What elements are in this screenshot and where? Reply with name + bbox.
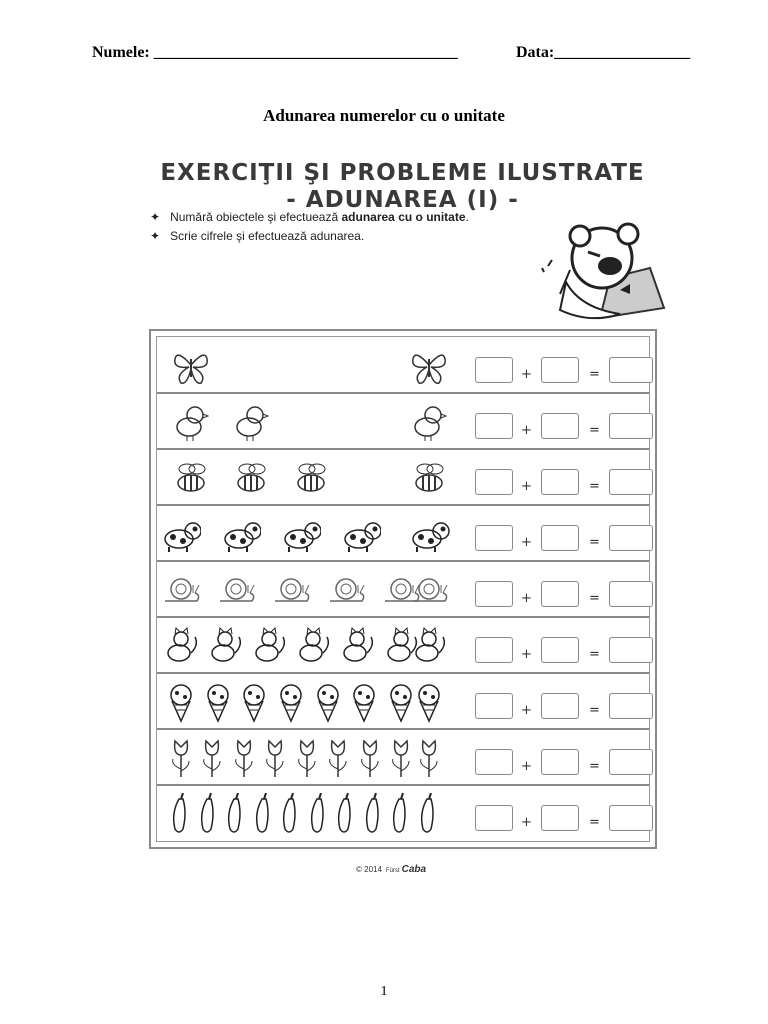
first-addend-box[interactable]	[475, 525, 513, 551]
exercise-row	[157, 339, 649, 394]
result-box[interactable]	[609, 637, 653, 663]
second-addend-box[interactable]	[541, 581, 579, 607]
equals-sign: =	[589, 703, 600, 718]
equals-sign: =	[589, 759, 600, 774]
exercise-row	[157, 731, 649, 786]
second-addend-box[interactable]	[541, 357, 579, 383]
second-addend-box[interactable]	[541, 805, 579, 831]
second-addend-box[interactable]	[541, 637, 579, 663]
cat-icon	[293, 625, 333, 667]
ice-cream-icon	[234, 681, 274, 723]
first-addend-box[interactable]	[475, 637, 513, 663]
equals-sign: =	[589, 367, 600, 382]
second-addend-box[interactable]	[541, 525, 579, 551]
exercise-row	[157, 507, 649, 562]
second-addend-box[interactable]	[541, 413, 579, 439]
plus-sign: +	[521, 479, 532, 494]
first-addend-box[interactable]	[475, 469, 513, 495]
result-box[interactable]	[609, 469, 653, 495]
equals-sign: =	[589, 815, 600, 830]
page-number: 1	[380, 984, 388, 999]
first-addend-box[interactable]	[475, 693, 513, 719]
chick-icon	[231, 401, 271, 443]
cat-icon	[205, 625, 245, 667]
tulip-icon	[407, 737, 451, 779]
ice-cream-icon	[344, 681, 384, 723]
result-box[interactable]	[609, 805, 653, 831]
exercise-row	[157, 451, 649, 506]
instruction-2: ✦ Scrie cifrele şi efectuează adunarea.	[150, 229, 365, 243]
first-addend-box[interactable]	[475, 357, 513, 383]
exercise-grid	[156, 336, 650, 842]
second-addend-box[interactable]	[541, 469, 579, 495]
plus-sign: +	[521, 423, 532, 438]
exercise-row	[157, 787, 649, 840]
result-box[interactable]	[609, 749, 653, 775]
exercise-row	[157, 563, 649, 618]
exercise-row	[157, 675, 649, 730]
equals-sign: =	[589, 647, 600, 662]
plus-sign: +	[521, 535, 532, 550]
worksheet-title: EXERCIŢII ŞI PROBLEME ILUSTRATE	[160, 160, 645, 186]
result-box[interactable]	[609, 525, 653, 551]
ice-cream-icon	[308, 681, 348, 723]
butterfly-icon	[171, 345, 211, 387]
equals-sign: =	[589, 479, 600, 494]
snail-icon	[216, 569, 256, 611]
cat-icon	[249, 625, 289, 667]
name-field-label: Numele: ______________________________________	[92, 44, 458, 61]
pepper-icon	[407, 793, 451, 835]
plus-sign: +	[521, 367, 532, 382]
page-subtitle: Adunarea numerelor cu o unitate	[263, 106, 505, 125]
second-addend-box[interactable]	[541, 693, 579, 719]
plus-sign: +	[521, 759, 532, 774]
dog-icon	[161, 513, 201, 555]
equals-sign: =	[589, 423, 600, 438]
star-bullet-icon: ✦	[150, 210, 161, 224]
snail-icon	[271, 569, 311, 611]
exercise-row	[157, 395, 649, 450]
first-addend-box[interactable]	[475, 581, 513, 607]
chick-icon	[407, 401, 451, 443]
dog-icon	[341, 513, 381, 555]
snail-icon	[326, 569, 366, 611]
cat-icon	[161, 625, 201, 667]
result-box[interactable]	[609, 693, 653, 719]
result-box[interactable]	[609, 581, 653, 607]
exercise-frame	[149, 329, 657, 849]
exercise-row	[157, 619, 649, 674]
cat-icon	[337, 625, 377, 667]
chick-icon	[171, 401, 211, 443]
first-addend-box[interactable]	[475, 749, 513, 775]
snail-icon	[161, 569, 201, 611]
butterfly-icon	[407, 345, 451, 387]
date-field-label: Data:_________________	[516, 44, 691, 61]
first-addend-box[interactable]	[475, 805, 513, 831]
bee-icon	[407, 457, 451, 499]
bee-icon	[231, 457, 271, 499]
plus-sign: +	[521, 815, 532, 830]
dog-icon	[221, 513, 261, 555]
result-box[interactable]	[609, 357, 653, 383]
bear-writing-icon	[540, 218, 666, 330]
instruction-1: ✦ Numără obiectele şi efectuează adunarea cu o unitate.	[150, 210, 469, 224]
plus-sign: +	[521, 591, 532, 606]
worksheet-subtitle: - ADUNAREA (I) -	[286, 187, 519, 213]
footer-credit: © 2014 Fürst Caba	[356, 864, 427, 875]
publisher-logo-icon: Fürst	[385, 868, 400, 874]
equals-sign: =	[589, 591, 600, 606]
dog-icon	[407, 513, 451, 555]
ice-cream-icon	[161, 681, 201, 723]
ice-cream-icon	[198, 681, 238, 723]
bee-icon	[171, 457, 211, 499]
ice-cream-icon	[407, 681, 451, 723]
result-box[interactable]	[609, 413, 653, 439]
star-bullet-icon: ✦	[150, 229, 161, 243]
bee-icon	[291, 457, 331, 499]
ice-cream-icon	[271, 681, 311, 723]
cat-icon	[407, 625, 451, 667]
dog-icon	[281, 513, 321, 555]
equals-sign: =	[589, 535, 600, 550]
snail-icon	[407, 569, 451, 611]
plus-sign: +	[521, 647, 532, 662]
plus-sign: +	[521, 703, 532, 718]
first-addend-box[interactable]	[475, 413, 513, 439]
second-addend-box[interactable]	[541, 749, 579, 775]
